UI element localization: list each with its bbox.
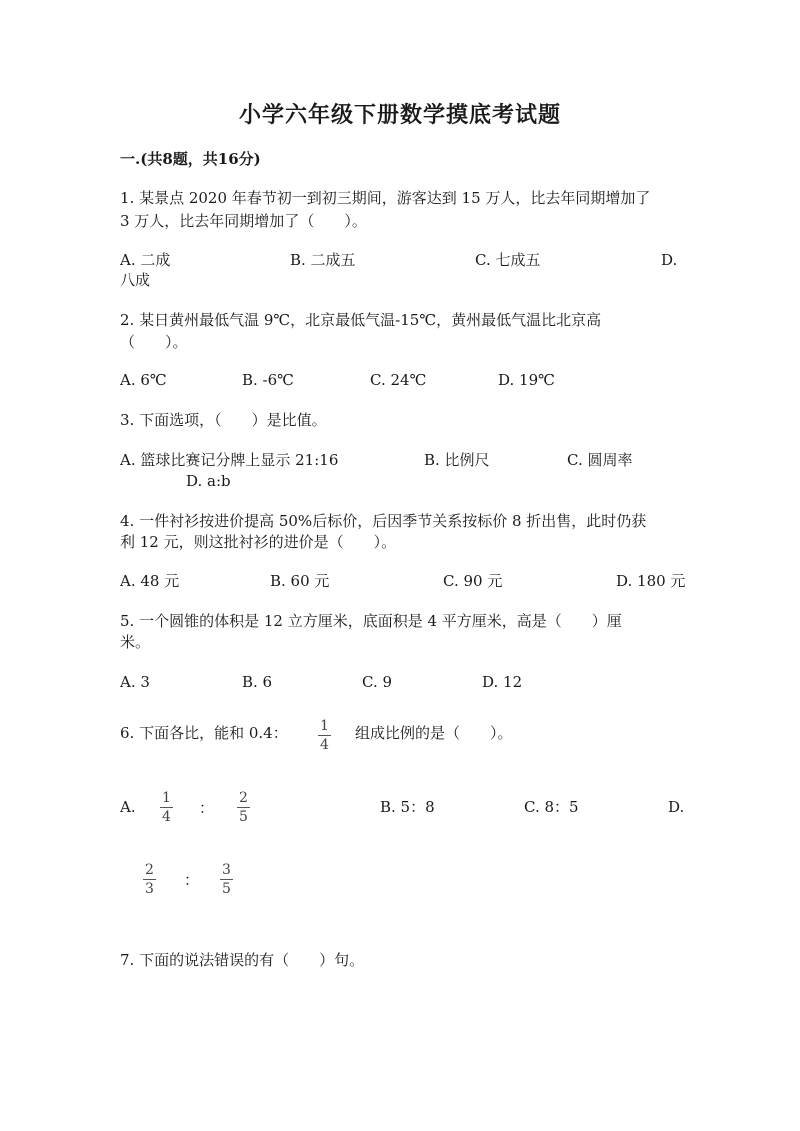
question-2-option-c: C. 24℃	[370, 371, 427, 389]
question-5-option-d: D. 12	[482, 673, 523, 691]
fraction-numerator: 1	[162, 790, 171, 806]
fraction-numerator: 3	[222, 862, 231, 878]
question-6-fraction	[318, 719, 331, 752]
question-4-line-1: 4. 一件衬衫按进价提高 50%后标价，后因季节关系按标价 8 折出售，此时仍获	[120, 512, 647, 530]
question-6-option-d-fraction-1	[143, 863, 156, 896]
question-4-line-2: 利 12 元，则这批衬衫的进价是（ ）。	[120, 533, 397, 551]
question-4-option-c: C. 90 元	[443, 572, 503, 590]
question-1-option-c: C. 七成五	[475, 251, 541, 269]
question-7-line-1: 7. 下面的说法错误的有（ ）句。	[120, 951, 365, 969]
question-3-option-a: A. 篮球比赛记分牌上显示 21:16	[120, 451, 339, 469]
fraction-numerator: 2	[145, 862, 154, 878]
question-3-option-c: C. 圆周率	[567, 451, 633, 469]
question-2-option-a: A. 6℃	[120, 371, 167, 389]
question-2-line-1: 2. 某日黄州最低气温 9℃，北京最低气温-15℃，黄州最低气温比北京高	[120, 311, 602, 329]
question-6-option-a-colon: ：	[199, 799, 215, 817]
question-2-line-2: （ ）。	[120, 333, 188, 351]
fraction-denominator: 4	[320, 737, 329, 753]
fraction-numerator: 2	[239, 790, 248, 806]
question-5-option-a: A. 3	[120, 673, 150, 691]
question-6-option-c: C. 8：5	[524, 798, 579, 816]
fraction-denominator: 4	[162, 809, 171, 825]
question-4-option-d: D. 180 元	[616, 572, 686, 590]
question-5-option-b: B. 6	[242, 673, 273, 691]
question-6-option-a-fraction-1	[160, 791, 173, 824]
question-6-option-d-label: D.	[668, 798, 685, 816]
question-5-line-1: 5. 一个圆锥的体积是 12 立方厘米，底面积是 4 平方厘米，高是（ ）厘	[120, 612, 622, 630]
question-2-option-d: D. 19℃	[498, 371, 555, 389]
question-2-option-b: B. -6℃	[242, 371, 294, 389]
question-6-option-a-label: A.	[120, 798, 136, 816]
section-heading: 一.(共8题，共16分)	[120, 150, 261, 168]
question-1-option-a: A. 二成	[120, 251, 171, 269]
fraction-denominator: 5	[222, 881, 231, 897]
question-1-line-2: 3 万人，比去年同期增加了（ ）。	[120, 212, 367, 230]
question-5-option-c: C. 9	[362, 673, 393, 691]
question-3-line-1: 3. 下面选项，（ ）是比值。	[120, 411, 327, 429]
fraction-denominator: 5	[239, 809, 248, 825]
question-3-option-b: B. 比例尺	[424, 451, 490, 469]
question-1-option-b: B. 二成五	[290, 251, 356, 269]
question-6-prefix: 6. 下面各比，能和 0.4：	[120, 724, 288, 742]
question-5-line-2: 米。	[120, 633, 151, 651]
page-title: 小学六年级下册数学摸底考试题	[238, 102, 561, 128]
question-3-option-d: D. a:b	[186, 472, 231, 490]
question-1-line-1: 1. 某景点 2020 年春节初一到初三期间，游客达到 15 万人，比去年同期增加了	[120, 189, 651, 207]
question-6-option-d-fraction-2	[220, 863, 233, 896]
question-6-option-a-fraction-2	[237, 791, 250, 824]
question-1-option-d-text: 八成	[120, 271, 151, 289]
question-6-option-d-colon: ：	[184, 871, 200, 889]
question-4-option-b: B. 60 元	[270, 572, 330, 590]
question-1-option-d: D.	[661, 251, 678, 269]
question-4-option-a: A. 48 元	[120, 572, 180, 590]
fraction-numerator: 1	[320, 718, 329, 734]
question-6-option-b: B. 5：8	[380, 798, 435, 816]
question-6-suffix: 组成比例的是（ ）。	[355, 724, 513, 742]
fraction-denominator: 3	[145, 881, 154, 897]
